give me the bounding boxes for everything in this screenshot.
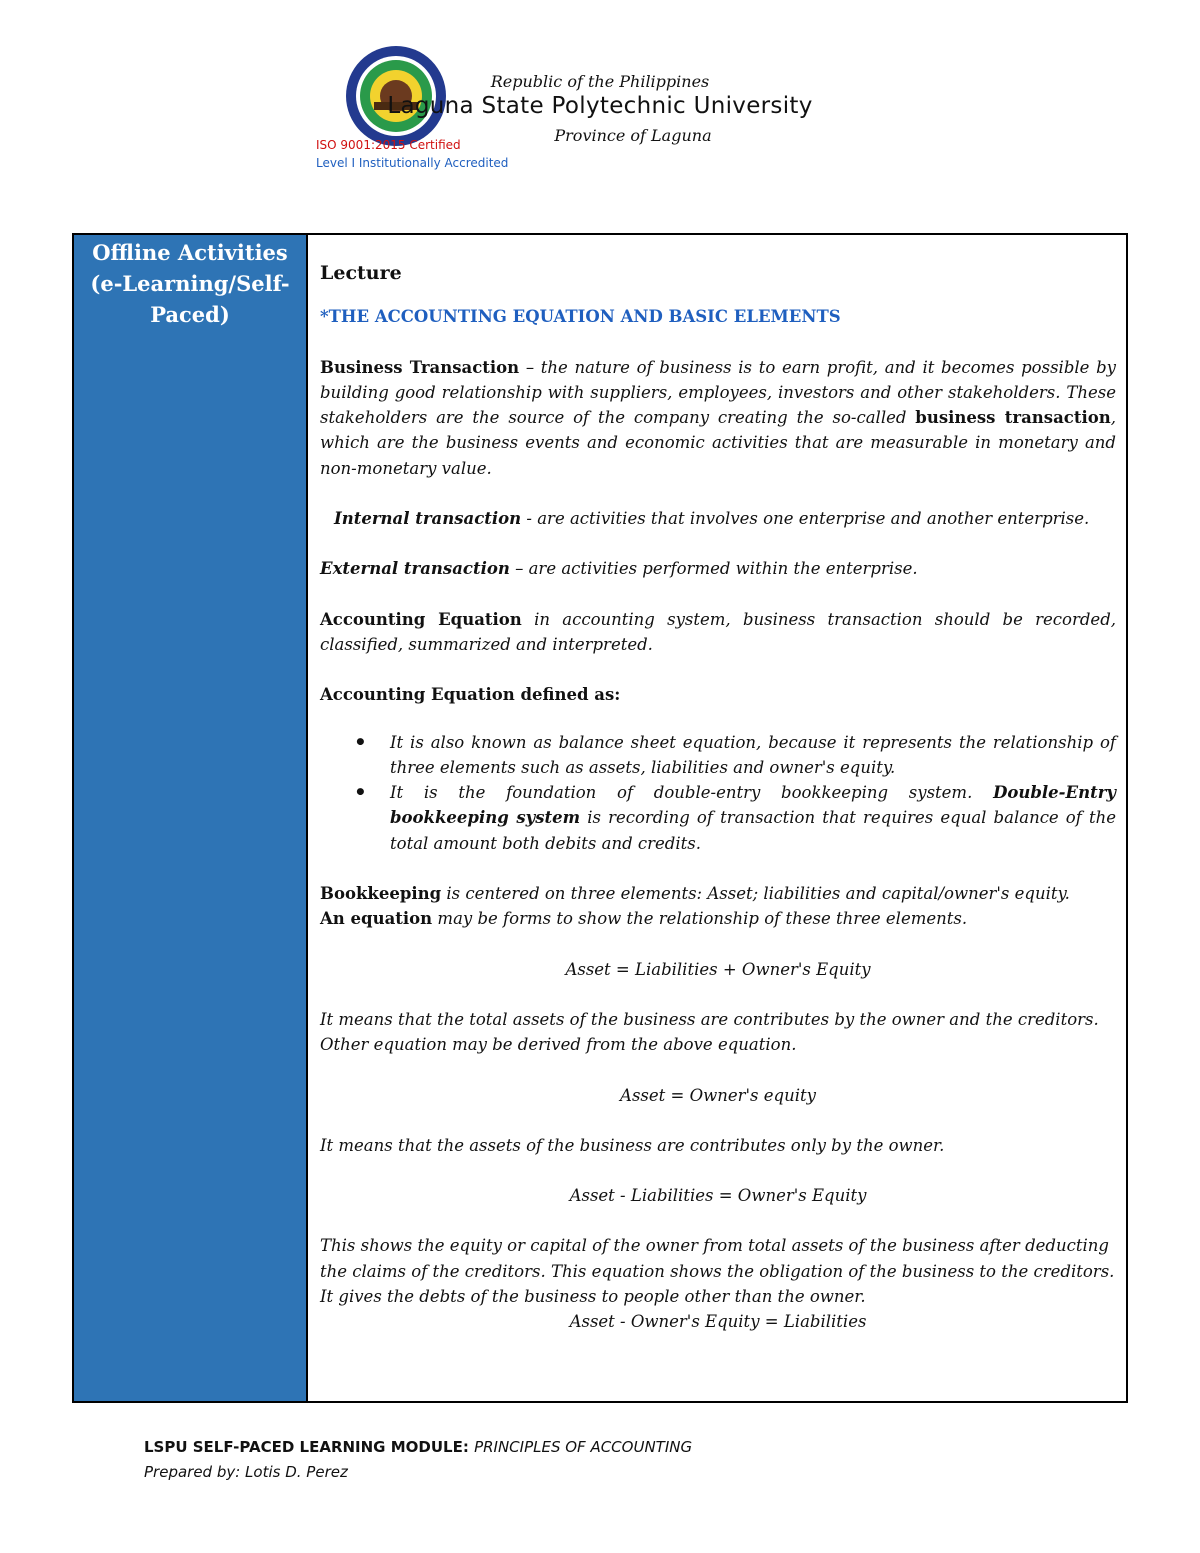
left-panel [74, 235, 308, 1401]
definition-list [320, 730, 1116, 856]
accreditation-text: Level I Institutionally Accredited [316, 156, 509, 170]
term: Internal transaction [334, 509, 522, 529]
activity-table [72, 233, 1128, 1403]
business-transaction-paragraph: Business Transaction – the nature of business is to earn profit, and it becomes possible by building good relationship with suppliers, employees, investors and other stakeholders. These stakeholders are the source of the company creating the so-called business transaction, which are the business events and economic activities that are measurable in monetary and non-monetary value. [320, 357, 1117, 478]
accounting-equation-paragraph: Accounting Equation in accounting system, business transaction should be recorded, classified, summarized and interpreted. [320, 609, 1116, 654]
accounting-equation-defined: Accounting Equation defined as: [320, 685, 621, 705]
term: business transaction [915, 408, 1111, 428]
university-name: Laguna State Polytechnic University [387, 93, 813, 119]
equation-3: Asset - Liabilities = Owner's Equity [569, 1186, 867, 1206]
term: Business Transaction [320, 357, 520, 377]
prepared-by: Prepared by: Lotis D. Perez [144, 1463, 348, 1481]
equation-4: Asset - Owner's Equity = Liabilities [569, 1312, 867, 1332]
external-transaction-paragraph: External transaction – are activities performed within the enterprise. [320, 559, 918, 579]
term: External transaction [320, 559, 510, 579]
explanation-1: It means that the total assets of the business are contributes by the owner and the creditors. Other equation may be derived from the above equation. [320, 1009, 1099, 1055]
term: Accounting Equation [320, 609, 522, 629]
term: An equation [320, 909, 433, 929]
term: Bookkeeping [320, 884, 442, 904]
iso-certification: ISO 9001:2015 Certified [316, 138, 461, 152]
equation-1: Asset = Liabilities + Owner's Equity [565, 959, 871, 979]
explanation-2: It means that the assets of the business are contributes only by the owner. [320, 1135, 945, 1155]
list-item: • It is the foundation of double-entry bookkeeping system. Double-Entry bookkeeping system is recording of transaction that requires equal balance of the total amount both debits and credits. [390, 780, 1116, 856]
internal-transaction-paragraph: Internal transaction - are activities that involves one enterprise and another enterprise. [334, 509, 1090, 529]
section-title: *THE ACCOUNTING EQUATION AND BASIC ELEMENTS [320, 307, 841, 327]
lecture-heading: Lecture [320, 262, 402, 284]
republic-text: Republic of the Philippines [490, 72, 710, 91]
left-panel-title: Offline Activities (e-Learning/Self-Paced) [90, 240, 290, 327]
explanation-3: This shows the equity or capital of the owner from total assets of the business after deducting the claims of the creditors. This equation shows the obligation of the business to the creditors. It gives the debts of the business to people other than the owner. [320, 1236, 1115, 1307]
province-text: Province of Laguna [554, 126, 712, 145]
lecture-content [320, 235, 1116, 1335]
bookkeeping-paragraph: Bookkeeping is centered on three elements: Asset; liabilities and capital/owner's equity. An equation may be forms to show the relationship of these three elements. [320, 884, 1070, 929]
equation-2: Asset = Owner's equity [620, 1085, 816, 1105]
list-item: • It is also known as balance sheet equation, because it represents the relationship of three elements such as assets, liabilities and owner's equity. [390, 730, 1116, 781]
module-footer: LSPU SELF-PACED LEARNING MODULE: PRINCIPLES OF ACCOUNTING [144, 1438, 693, 1456]
